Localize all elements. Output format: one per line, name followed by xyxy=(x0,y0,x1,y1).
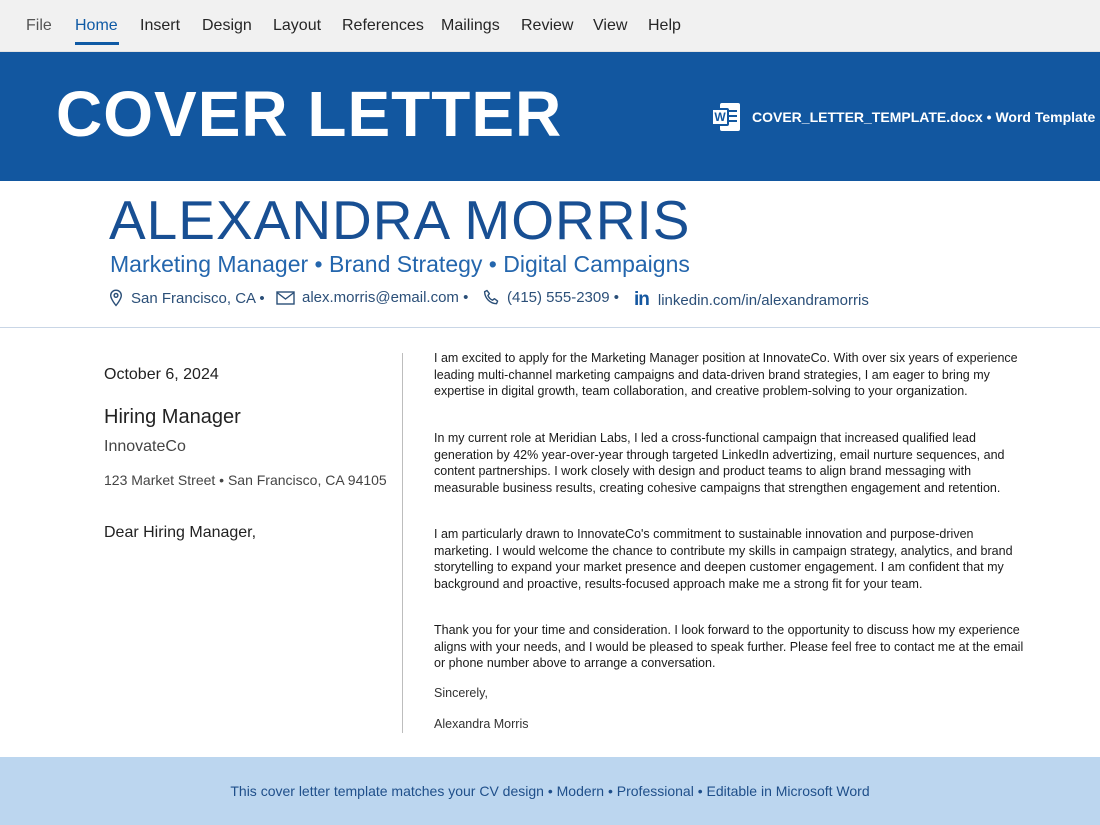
contact-email[interactable] xyxy=(276,289,468,306)
contact-location xyxy=(108,289,265,307)
file-badge xyxy=(711,102,1095,132)
body-paragraph-3[interactable]: I am particularly drawn to InnovateCo's commitment to sustainable innovation and purpose-driven marketing. I would welcome the chance to contribute my skills in campaign strategy, analytics, and brand storytelling to expand your market presence and deepen customer engagement. I am confident that my background and proactive, results-focused approach make me a strong fit for your team. xyxy=(434,527,1013,591)
tab-home[interactable]: Home xyxy=(75,17,118,34)
body-paragraph-2[interactable]: In my current role at Meridian Labs, I led a cross-functional campaign that increased qualified lead generation by 42% year-over-year through targeted LinkedIn advertizing, email nurture sequences, and content partnerships. I work closely with design and product teams to align brand messaging with measurable business results, creating cohesive campaigns that strengthen engagement and retention. xyxy=(434,431,1005,495)
phone-icon xyxy=(483,289,500,306)
body-paragraph-4[interactable]: Thank you for your time and consideration. I look forward to the opportunity to discuss how my experience aligns with your needs, and I would be pleased to speak further. Please feel free to contact me at the email or phone number above to arrange a conversation. xyxy=(434,623,1024,671)
contact-linkedin[interactable] xyxy=(634,289,869,311)
tab-layout[interactable]: Layout xyxy=(273,17,322,34)
header-banner xyxy=(0,52,1100,181)
tab-view[interactable]: View xyxy=(593,17,628,34)
file-name-label: COVER_LETTER_TEMPLATE.docx • Word Template xyxy=(752,109,1096,125)
ribbon-menu xyxy=(0,0,1100,52)
tab-review[interactable]: Review xyxy=(521,17,574,34)
contact-bar xyxy=(108,289,1098,311)
body-paragraph-1[interactable]: I am excited to apply for the Marketing Manager position at InnovateCo. With over six years of experience leading multi-channel marketing campaigns and data-driven brand strategies, I am eager to bring my expertise in digital growth, team collaboration, and creative problem-solving to your organization. xyxy=(434,351,1018,399)
footer-bar xyxy=(0,757,1100,825)
tab-file[interactable]: File xyxy=(26,17,52,34)
column-divider xyxy=(402,353,403,733)
location-pin-icon xyxy=(108,289,124,307)
recipient-company[interactable]: InnovateCo xyxy=(104,438,186,455)
location-text: San Francisco, CA • xyxy=(131,289,265,307)
tab-design[interactable]: Design xyxy=(202,17,252,34)
applicant-name: ALEXANDRA MORRIS xyxy=(109,189,691,251)
phone-text[interactable]: (415) 555-2309 • xyxy=(507,289,619,306)
linkedin-icon: in xyxy=(634,289,649,310)
tab-references[interactable]: References xyxy=(342,17,424,34)
word-icon: W xyxy=(711,102,741,132)
signature-name[interactable]: Alexandra Morris xyxy=(434,717,529,731)
email-text[interactable]: alex.morris@email.com • xyxy=(302,289,469,306)
envelope-icon xyxy=(276,291,295,305)
footer-caption: This cover letter template matches your CV design • Modern • Professional • Editable in Microsoft Word xyxy=(230,783,870,799)
salutation[interactable]: Dear Hiring Manager, xyxy=(104,524,257,541)
active-tab-indicator xyxy=(75,42,119,45)
recipient-name[interactable]: Hiring Manager xyxy=(104,406,241,428)
letter-date[interactable]: October 6, 2024 xyxy=(104,366,219,383)
linkedin-text[interactable]: linkedin.com/in/alexandramorris xyxy=(657,291,869,309)
contact-phone[interactable] xyxy=(483,289,619,306)
recipient-address[interactable]: 123 Market Street • San Francisco, CA 94105 xyxy=(104,472,387,488)
tab-insert[interactable]: Insert xyxy=(140,17,181,34)
applicant-tagline: Marketing Manager • Brand Strategy • Digital Campaigns xyxy=(110,251,690,277)
header-divider xyxy=(0,327,1100,328)
tab-help[interactable]: Help xyxy=(648,17,681,34)
page-title: COVER LETTER xyxy=(56,78,563,150)
tab-mailings[interactable]: Mailings xyxy=(441,17,500,34)
signoff[interactable]: Sincerely, xyxy=(434,686,488,700)
